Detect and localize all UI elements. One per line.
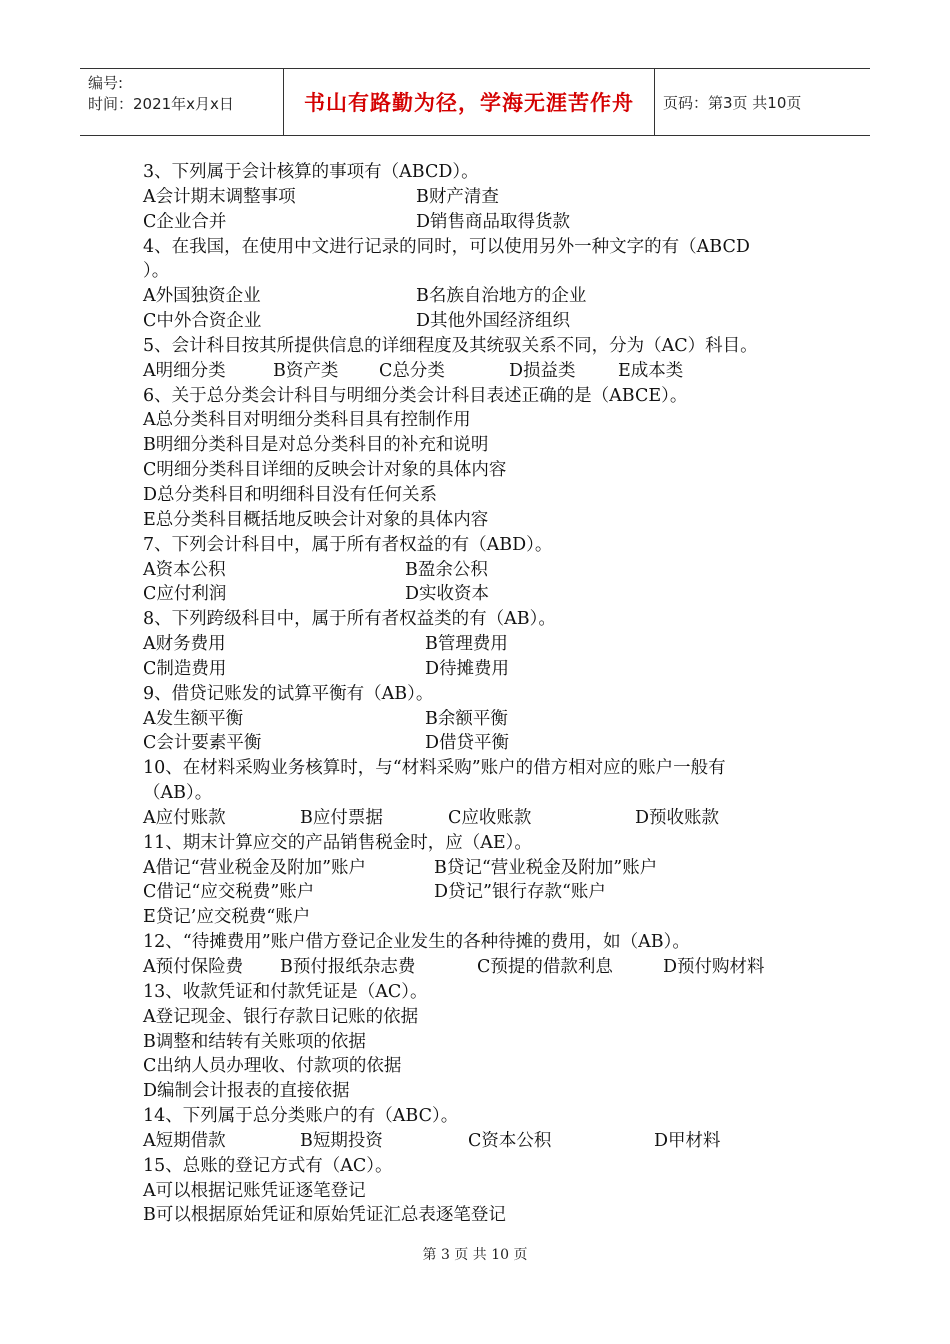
text-segment: C企业合并	[143, 211, 227, 232]
text-line	[143, 1203, 823, 1228]
text-line	[143, 533, 823, 558]
text-segment: B盈余公积	[405, 559, 488, 580]
text-segment: A总分类科目对明细分类科目具有控制作用	[143, 410, 471, 431]
text-line	[143, 731, 823, 756]
text-segment: C出纳人员办理收、付款项的依据	[143, 1056, 402, 1077]
text-line	[143, 408, 823, 433]
text-segment: C明细分类科目详细的反映会计对象的具体内容	[143, 460, 507, 481]
text-segment: A可以根据记账凭证逐笔登记	[143, 1180, 366, 1201]
text-line	[143, 1129, 823, 1154]
text-line	[143, 1005, 823, 1030]
text-segment: D其他外国经济组织	[416, 311, 571, 332]
text-line	[143, 1030, 823, 1055]
text-segment: E贷记’应交税费“账户	[143, 907, 311, 928]
text-segment: 8、下列跨级科目中，属于所有者权益类的有（AB）。	[143, 609, 556, 630]
text-segment: 14、下列属于总分类账户的有（ABC）。	[143, 1106, 459, 1127]
page-code: 页码：第3页 共10页	[663, 93, 802, 112]
text-segment: A发生额平衡	[143, 708, 244, 729]
text-segment: ）。	[143, 261, 170, 282]
text-segment: 7、下列会计科目中，属于所有者权益的有（ABD）。	[143, 534, 553, 555]
text-line	[143, 955, 823, 980]
text-segment: A短期借款	[143, 1130, 226, 1151]
text-line	[143, 930, 823, 955]
text-segment: B财产清查	[416, 186, 499, 207]
text-line	[143, 508, 823, 533]
text-line	[143, 707, 823, 732]
text-segment: B短期投资	[300, 1130, 383, 1151]
time-label: 时间：2021年x月x日	[88, 95, 234, 113]
text-line	[143, 905, 823, 930]
text-segment: A预付保险费	[143, 957, 244, 977]
text-line	[143, 185, 823, 210]
motto: 书山有路勤为径，学海无涯苦作舟	[283, 69, 655, 135]
text-segment: B调整和结转有关账项的依据	[143, 1031, 366, 1052]
text-segment: B可以根据原始凭证和原始凭证汇总表逐笔登记	[143, 1205, 506, 1226]
text-segment: D损益类	[509, 360, 576, 381]
text-segment: （AB）。	[143, 783, 213, 804]
text-segment: C借记“应交税费”账户	[143, 882, 315, 903]
text-line	[143, 284, 823, 309]
text-segment: D借贷平衡	[425, 733, 510, 754]
text-line	[143, 1054, 823, 1079]
text-line	[143, 632, 823, 657]
text-line	[143, 1154, 823, 1179]
text-line	[143, 682, 823, 707]
text-line	[143, 433, 823, 458]
text-segment: C中外合资企业	[143, 311, 262, 332]
text-segment: D待摊费用	[425, 658, 510, 679]
text-segment: C资本公积	[468, 1130, 552, 1151]
text-segment: C应付利润	[143, 584, 227, 605]
text-line	[143, 607, 823, 632]
text-segment: 4、在我国，在使用中文进行记录的同时，可以使用另外一种文字的有（ABCD	[143, 236, 750, 257]
text-segment: D总分类科目和明细科目没有任何关系	[143, 484, 438, 505]
text-line	[143, 806, 823, 831]
text-segment: B管理费用	[425, 634, 508, 655]
text-line	[143, 210, 823, 235]
text-line	[143, 160, 823, 185]
text-line	[143, 781, 823, 806]
text-segment: 15、总账的登记方式有（AC）。	[143, 1155, 393, 1176]
text-segment: B余额平衡	[425, 708, 508, 729]
page-header	[80, 68, 870, 136]
text-line	[143, 334, 823, 359]
header-meta	[88, 73, 234, 115]
text-line	[143, 235, 823, 260]
document-body	[143, 160, 823, 1228]
text-segment: 12、“待摊费用”账户借方登记企业发生的各种待摊的费用，如（AB）。	[143, 932, 690, 953]
text-segment: E成本类	[618, 360, 684, 381]
text-segment: B资产类	[273, 360, 339, 381]
text-segment: E总分类科目概括地反映会计对象的具体内容	[143, 509, 489, 530]
text-line	[143, 309, 823, 334]
text-line	[143, 558, 823, 583]
text-line	[143, 384, 823, 409]
text-segment: B名族自治地方的企业	[416, 286, 587, 307]
text-segment: A明细分类	[143, 360, 226, 381]
text-line	[143, 1179, 823, 1204]
text-segment: D预付购材料	[663, 957, 765, 977]
text-segment: 6、关于总分类会计科目与明细分类会计科目表述正确的是（ABCE）。	[143, 385, 688, 406]
text-segment: 3、下列属于会计核算的事项有（ABCD）。	[143, 162, 479, 182]
text-segment: A资本公积	[143, 559, 226, 580]
text-segment: A登记现金、银行存款日记账的依据	[143, 1006, 419, 1027]
text-line	[143, 756, 823, 781]
text-line	[143, 1079, 823, 1104]
text-segment: 11、期末计算应交的产品销售税金时，应（AE）。	[143, 832, 532, 853]
text-segment: C制造费用	[143, 658, 227, 679]
text-segment: D预收账款	[635, 807, 720, 828]
text-segment: A会计期末调整事项	[143, 186, 296, 207]
text-segment: B明细分类科目是对总分类科目的补充和说明	[143, 435, 489, 456]
text-segment: D销售商品取得货款	[416, 211, 571, 232]
text-segment: D贷记”银行存款“账户	[434, 882, 606, 903]
text-segment: D实收资本	[405, 584, 490, 605]
text-segment: B贷记“营业税金及附加”账户	[434, 857, 658, 878]
text-line	[143, 483, 823, 508]
text-segment: A应付账款	[143, 807, 226, 828]
text-segment: B预付报纸杂志费	[280, 957, 416, 977]
text-line	[143, 1104, 823, 1129]
text-line	[143, 458, 823, 483]
text-segment: D编制会计报表的直接依据	[143, 1081, 350, 1102]
text-line	[143, 856, 823, 881]
text-segment: 5、会计科目按其所提供信息的详细程度及其统驭关系不同，分为（AC）科目。	[143, 335, 758, 356]
text-segment: 10、在材料采购业务核算时，与“材料采购”账户的借方相对应的账户一般有	[143, 758, 726, 779]
text-segment: A借记“营业税金及附加”账户	[143, 857, 367, 878]
text-line	[143, 259, 823, 284]
text-segment: D甲材料	[654, 1130, 721, 1151]
text-segment: C应收账款	[448, 807, 532, 828]
text-segment: C总分类	[379, 360, 445, 381]
number-label: 编号:	[88, 74, 124, 92]
page-footer: 第 3 页 共 10 页	[422, 1247, 528, 1263]
text-line	[143, 582, 823, 607]
text-line	[143, 831, 823, 856]
text-segment: A财务费用	[143, 634, 226, 655]
text-segment: C会计要素平衡	[143, 733, 262, 754]
text-segment: A外国独资企业	[143, 286, 261, 307]
text-segment: 9、借贷记账发的试算平衡有（AB）。	[143, 683, 434, 704]
text-segment: B应付票据	[300, 807, 383, 828]
text-line	[143, 657, 823, 682]
text-segment: C预提的借款利息	[477, 957, 613, 977]
text-line	[143, 880, 823, 905]
text-line	[143, 980, 823, 1005]
text-segment: 13、收款凭证和付款凭证是（AC）。	[143, 981, 428, 1002]
text-line	[143, 359, 823, 384]
